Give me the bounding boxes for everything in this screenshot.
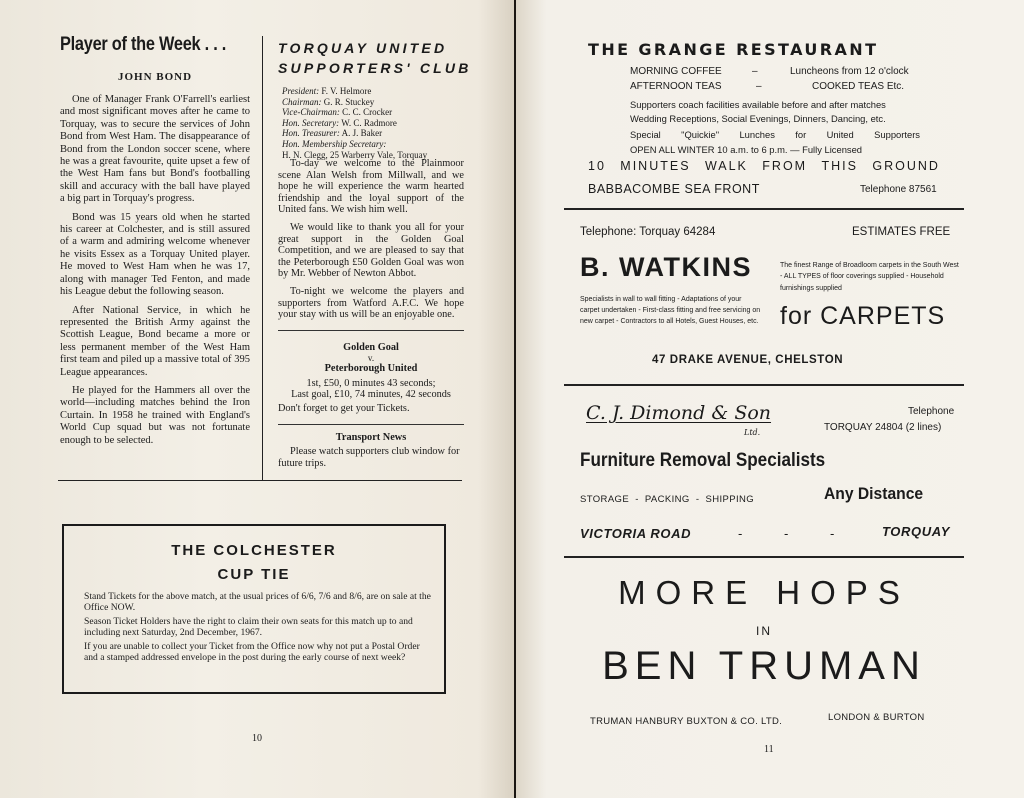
- club-officers: [282, 86, 472, 160]
- dimond-dash: -: [784, 526, 789, 541]
- officer-name: F. V. Helmore: [321, 86, 372, 96]
- service-packing: PACKING: [644, 494, 690, 505]
- watkins-telephone: Telephone: Torquay 64284: [580, 226, 716, 238]
- ad-divider: [564, 384, 964, 386]
- watkins-for-carpets: for CARPETS: [780, 302, 946, 330]
- truman-location: LONDON & BURTON: [828, 712, 925, 723]
- officer-row: [282, 97, 472, 108]
- officer-name: A. J. Baker: [341, 128, 383, 139]
- word: THIS: [821, 159, 858, 173]
- ad-divider: [564, 556, 964, 558]
- luncheons: Luncheons from 12 o'clock: [790, 66, 909, 77]
- cooked-teas: COOKED TEAS Etc.: [812, 81, 905, 92]
- golden-goal-title: Golden Goal: [343, 342, 399, 353]
- golden-goal-v: v.: [367, 352, 375, 363]
- cup-tie-text: [84, 592, 434, 664]
- grange-quickie-line: [630, 128, 920, 142]
- transport-news-title: Transport News: [335, 432, 407, 443]
- cup-tie-box: [62, 524, 446, 694]
- club-rule: [278, 330, 464, 331]
- officer-role: Vice-Chairman:: [282, 107, 340, 118]
- ad-divider: [564, 208, 964, 210]
- officer-row: [282, 118, 472, 129]
- dimond-dash: -: [738, 526, 743, 541]
- grange-title: THE GRANGE RESTAURANT: [588, 40, 879, 59]
- grange-telephone: Telephone 87561: [860, 184, 937, 195]
- officer-role: President:: [282, 86, 320, 96]
- word: 10: [588, 159, 606, 173]
- grange-coach-line: Supporters coach facilities available before and after matches: [630, 99, 886, 110]
- watkins-name: B. WATKINS: [580, 252, 752, 282]
- player-of-the-week-title: Player of the Week . . .: [60, 34, 227, 55]
- transport-news: [278, 432, 464, 469]
- officer-role: Hon. Treasurer:: [282, 128, 340, 139]
- dimond-distance: Any Distance: [824, 484, 924, 503]
- cup-tie-title-line2: CUP TIE: [217, 566, 291, 583]
- club-paragraph: To-night we welcome the players and supporters from Watford A.F.C. We hope your stay with us will be an enjoyable one.: [278, 285, 464, 321]
- club-article: [278, 158, 464, 327]
- dimond-ltd: Ltd.: [744, 428, 761, 437]
- officer-row: [282, 86, 472, 97]
- column-divider: [262, 36, 263, 480]
- player-paragraph: One of Manager Frank O'Farrell's earliest and most significant moves after he came to Torquay, was to secure the services of John Bond from West Ham. The disappearance of Bond from the London soccer scene, where he was a great favourite, quite upset a few of the West Ham fans but Bond's footballing skill and accuracy with the ball have played a big part in Torquay's progress.: [60, 94, 250, 205]
- truman-in: IN: [756, 624, 772, 638]
- word: United: [826, 129, 854, 140]
- cup-tie-paragraph: Stand Tickets for the above match, at the usual prices of 6/6, 7/6 and 8/6, are on sale at the Office NOW.: [84, 591, 431, 613]
- golden-goal-note: Don't forget to get your Tickets.: [278, 403, 410, 415]
- player-name: JOHN BOND: [117, 71, 193, 83]
- officer-role: Hon. Secretary:: [282, 117, 340, 128]
- service-storage: STORAGE: [580, 494, 630, 505]
- service-sep: -: [695, 494, 700, 505]
- officer-name: C. C. Crocker: [342, 107, 393, 118]
- transport-news-text: Please watch supporters club window for future trips.: [278, 445, 460, 469]
- page-number-left: 10: [252, 733, 262, 744]
- word: for: [795, 129, 807, 140]
- word: MINUTES: [620, 159, 691, 173]
- word: WALK: [704, 159, 748, 173]
- watkins-address: 47 DRAKE AVENUE, CHELSTON: [652, 354, 844, 366]
- grange-receptions-line: Wedding Receptions, Social Evenings, Dinners, Dancing, etc.: [630, 113, 886, 124]
- page-number-right: 11: [764, 744, 774, 755]
- cup-tie-paragraph: If you are unable to collect your Ticket from the Office now why not put a Postal Order and a stamped addressed envelope in the post during the early course of next week?: [84, 641, 420, 663]
- row2-dash: –: [756, 81, 762, 92]
- afternoon-teas: AFTERNOON TEAS: [630, 81, 722, 92]
- dimond-telephone-label: Telephone: [908, 406, 955, 417]
- officer-name: W. C. Radmore: [341, 117, 397, 128]
- officer-row: [282, 139, 472, 150]
- player-paragraph: He played for the Hammers all over the world—including matches behind the Iron Curtain. In 1958 he trained with England's World Cup squad but was not fortunate enough to be selected.: [60, 384, 250, 446]
- dimond-telephone: TORQUAY 24804 (2 lines): [824, 422, 942, 433]
- cup-tie-title-line1: THE COLCHESTER: [171, 542, 337, 559]
- service-shipping: SHIPPING: [705, 494, 755, 505]
- officer-name: G. R. Stuckey: [323, 96, 375, 107]
- right-page: [516, 0, 1024, 798]
- word: Lunches: [739, 129, 775, 140]
- golden-goal-opponent: Peterborough United: [324, 362, 418, 374]
- player-paragraph: After National Service, in which he represented the British Army against the Scottish League, Bond became a more or less permanent member of the West Ham first team and piled up a massive total of 395 League appearances.: [60, 304, 250, 378]
- truman-more-hops: MORE HOPS: [618, 574, 910, 611]
- dimond-town: TORQUAY: [882, 524, 951, 539]
- golden-goal: [278, 342, 464, 415]
- watkins-specialists-text: Specialists in wall to wall fitting - Adaptations of your carpet undertaken - First-class fitting and free servicing on new carpet - Contractors to all Hotels, Guest Houses, etc.: [580, 296, 761, 326]
- club-paragraph: To-day we welcome to the Plainmoor scene Alan Welsh from Millwall, and we hope he will experience the warm hearted friendship and the loyal support of the United fans. We wish him well.: [278, 158, 464, 216]
- cup-tie-paragraph: Season Ticket Holders have the right to claim their own seats for this match up to and including next Saturday, 2nd December, 1967.: [84, 616, 413, 638]
- player-article: [60, 94, 250, 453]
- club-paragraph: We would like to thank you all for your great support in the Golden Goal Competition, and we are pleased to say that the Peterborough £50 Golden Goal was won by Mr. Webber of Newton Abbot.: [278, 221, 464, 280]
- officer-role: Chairman:: [282, 96, 322, 107]
- player-paragraph: Bond was 15 years old when he started his career at Colchester, and is still assured of a warm and admiring welcome whenever he visits Essex as a Torquay United player. He moved to West Ham when he was 17, along with manager Ted Fenton, and made his League debut the following season.: [60, 211, 250, 298]
- officer-row: [282, 107, 472, 118]
- golden-goal-first: 1st, £50, 0 minutes 43 seconds;: [306, 377, 436, 389]
- dimond-headline: Furniture Removal Specialists: [580, 450, 826, 471]
- officer-row: [282, 128, 472, 139]
- watkins-range-text: The finest Range of Broadloom carpets in the South West - ALL TYPES of floor coverings supplied - Household furnishings supplied: [780, 262, 959, 292]
- grange-details: [630, 98, 920, 157]
- morning-coffee: MORNING COFFEE: [630, 66, 722, 77]
- grange-walk-line: [588, 159, 940, 173]
- row1-dash: –: [752, 66, 758, 77]
- golden-goal-last: Last goal, £10, 74 minutes, 42 seconds: [291, 389, 451, 401]
- officer-role: Hon. Membership Secretary:: [282, 138, 387, 149]
- service-sep: -: [635, 494, 639, 505]
- left-page-rule: [58, 480, 462, 481]
- dimond-dash: -: [830, 526, 835, 541]
- truman-company: TRUMAN HANBURY BUXTON & CO. LTD.: [590, 716, 783, 727]
- word: FROM: [762, 159, 808, 173]
- word: GROUND: [872, 159, 940, 173]
- word: Special: [630, 129, 661, 140]
- supporters-club-title-line1: TORQUAY UNITED: [278, 40, 448, 56]
- truman-ben-truman: BEN TRUMAN: [602, 644, 926, 688]
- grange-sea-front: BABBACOMBE SEA FRONT: [588, 182, 760, 196]
- grange-open-line: OPEN ALL WINTER 10 a.m. to 6 p.m. — Fully Licensed: [630, 144, 863, 155]
- club-rule: [278, 424, 464, 425]
- word: "Quickie": [681, 129, 720, 140]
- word: Supporters: [874, 129, 920, 140]
- watkins-estimates: ESTIMATES FREE: [852, 226, 951, 238]
- membership-secretary: H. N. Clegg, 25 Warberry Vale, Torquay: [282, 149, 428, 160]
- dimond-services: [580, 494, 754, 505]
- dimond-logo: C. J. Dimond & Son: [586, 402, 772, 424]
- supporters-club-title-line2: SUPPORTERS' CLUB: [278, 60, 472, 76]
- dimond-road: VICTORIA ROAD: [580, 526, 692, 541]
